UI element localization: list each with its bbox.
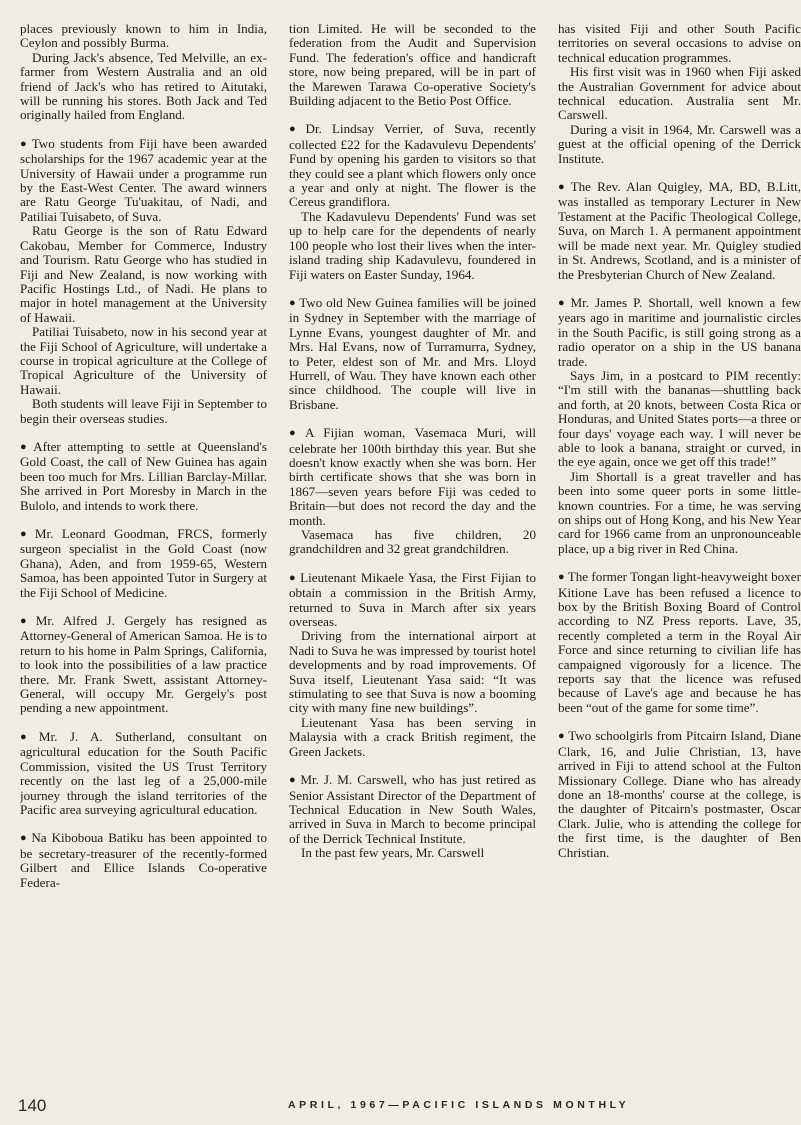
paragraph-gap xyxy=(20,817,267,831)
paragraph xyxy=(289,846,536,860)
paragraph xyxy=(558,123,801,166)
news-item xyxy=(289,426,536,528)
bullet-icon: ● xyxy=(20,528,32,540)
paragraph-text: Jim Shortall is a great traveller and has been into some queer ports in some little-known countries. For a time, he was serving on ships out of Hong Kong, and his New Year card for 1966 came from an unpronounceable place, up a big river in Red China. xyxy=(558,468,801,556)
paragraph-text: The Kadavulevu Dependents' Fund was set up to help care for the dependents of nearly 100 people who lost their lives when the inter-island trading ship Kadavulevu, foundered in Fiji waters on Easter Sunday, 1964. xyxy=(289,208,536,282)
paragraph-gap xyxy=(558,715,801,729)
paragraph xyxy=(20,397,267,426)
paragraph xyxy=(289,528,536,557)
article-column-2 xyxy=(289,22,536,1072)
paragraph-text: During a visit in 1964, Mr. Carswell was a guest at the official opening of the Derrick Institute. xyxy=(558,121,801,166)
paragraph-text: Patiliai Tuisabeto, now in his second year at the Fiji School of Agriculture, will undertake a course in tropical agriculture at the College of Tropical Agriculture of the University of Hawaii. xyxy=(20,324,267,397)
paragraph-text: Dr. Lindsay Verrier, of Suva, recently collected £22 for the Kadavulevu Dependents' Fund by opening his garden to visitors so that they could see a plant which flowers only once a year and only at night. The flower is the Cereus grandiflora. xyxy=(289,121,536,210)
paragraph xyxy=(289,716,536,759)
paragraph-text: Mr. Leonard Goodman, FRCS, formerly surgeon specialist in the Gold Coast (now Ghana), Aden, and from 1959-65, Western Samoa, has been appointed Tutor in Surgery at the Fiji School of Medicine. xyxy=(20,526,267,600)
news-item xyxy=(20,440,267,513)
bullet-icon: ● xyxy=(20,615,33,628)
news-item xyxy=(558,570,801,715)
paragraph-text: places previously known to him in India, Ceylon and possibly Burma. xyxy=(20,22,267,51)
paragraph-text: Mr. J. A. Sutherland, consultant on agricultural education for the South Pacific Commission, visited the US Trust Territory recently on the last leg of a 25,000-mile journey through the island territories of the Pacific area surveying agricultural education. xyxy=(20,728,267,817)
paragraph xyxy=(20,325,267,397)
paragraph-text: The former Tongan light-heavyweight boxer Kitione Lave has been refused a licence to box by the British Boxing Board of Control according to NZ Press reports. Lave, 35, recently completed a term in the Royal Air Force and since returning to civilian life has campaigned vigorously for a licence. The reports say that the licence was refused because of Lave's age and because he has been “out of the game for some time”. xyxy=(558,569,801,715)
paragraph-gap xyxy=(289,108,536,122)
bullet-icon: ● xyxy=(20,440,31,453)
paragraph-text: Says Jim, in a postcard to PIM recently: “I'm still with the bananas—shuttling back and forth, at 20 knots, between Costa Rica or Honduras, and United States ports—a three or four days' voyage each way. I will never be able to look a banana, straight or curved, in the eye again, once we get off this trade!” xyxy=(558,367,801,470)
running-footer: APRIL, 1967—PACIFIC ISLANDS MONTHLY xyxy=(288,1099,630,1111)
paragraph-text: Two schoolgirls from Pitcairn Island, Diane Clark, 16, and Julie Christian, 13, have arrived in Fiji to attend school at the Fulton Missionary College. Diane who has already done an 18-months' course at the college, is the daughter of Pitcairn's postmaster, Oscar Clark. Julie, who is attending the college for the first time, is the daughter of Ben Christian. xyxy=(558,728,801,860)
paragraph-text: Two old New Guinea families will be joined in Sydney in September with the marriage of Lynne Evans, youngest daughter of Mr. and Mrs. Hal Evans, now of Turramurra, Sydney, to Peter, eldest son of Mr. and Mrs. Lloyd Hurrell, of Wau. They have known each other since childhood. The couple will live in Brisbane. xyxy=(289,294,536,412)
bullet-icon: ● xyxy=(20,137,29,150)
paragraph-gap xyxy=(558,166,801,180)
paragraph-text: After attempting to settle at Queensland's Gold Coast, the call of New Guinea has again been too much for Mrs. Lillian Barclay-Millar. She arrived in Port Moresby in March in the Bulolo, and intends to work there. xyxy=(20,438,267,513)
paragraph-gap xyxy=(558,556,801,570)
paragraph-gap xyxy=(20,123,267,137)
paragraph-text: His first visit was in 1960 when Fiji asked the Australian Government for advice about technical education. Australia sent Mr. Carswell. xyxy=(558,64,801,123)
bullet-icon: ● xyxy=(20,730,36,743)
paragraph-gap xyxy=(20,600,267,614)
article-column-1 xyxy=(20,22,267,1072)
paragraph-text: Mr. Alfred J. Gergely has resigned as Attorney-General of American Samoa. He is to return to his home in Palm Springs, California, to look into the possibilities of a law practice there. Mr. Frank Swett, assistant Attorney-General, will occupy Mr. Gergely's post pending a new appointment. xyxy=(20,613,267,716)
bullet-icon: ● xyxy=(20,832,29,845)
paragraph xyxy=(558,369,801,470)
paragraph xyxy=(20,224,267,325)
news-item xyxy=(20,730,267,817)
paragraph xyxy=(289,22,536,108)
paragraph-gap xyxy=(289,557,536,571)
paragraph-text: The Rev. Alan Quigley, MA, BD, B.Litt, was installed as temporary Lecturer in New Testament at the Pacific Theological College, Suva, on March 1. A permanent appointment will be made next year. Mr. Quigley studied in St. Andrews, Scotland, and is a minister of the Presbyterian Church of New Zealand. xyxy=(558,179,801,282)
paragraph-text: In the past few years, Mr. Carswell xyxy=(301,845,485,861)
news-item xyxy=(558,180,801,282)
bullet-icon: ● xyxy=(558,571,565,584)
bullet-icon: ● xyxy=(289,427,302,440)
bullet-icon: ● xyxy=(289,123,303,136)
news-item xyxy=(20,831,267,890)
paragraph-text: Vasemaca has five children, 20 grandchildren and 32 great grandchildren. xyxy=(289,527,536,557)
bullet-icon: ● xyxy=(558,730,566,743)
news-item xyxy=(558,296,801,369)
paragraph-text: Lieutenant Yasa has been serving in Malaysia with a crack British regiment, the Green Jackets. xyxy=(289,714,536,759)
paragraph-text: tion Limited. He will be seconded to the federation from the Audit and Supervision Fund. The federation's office and handicraft store, now being prepared, will be in part of the Marewen Tarawa Co-operative Society's Building adjacent to the Betio Post Office. xyxy=(289,22,536,109)
paragraph-gap xyxy=(20,426,267,440)
news-item xyxy=(289,571,536,630)
paragraph-gap xyxy=(20,716,267,730)
paragraph-gap xyxy=(289,412,536,426)
paragraph-text: During Jack's absence, Ted Melville, an ex-farmer from Western Australia and an old friend of Jack's who has retired to Aitutaki, will be running his stores. Both Jack and Ted originally hailed from England. xyxy=(20,49,267,123)
paragraph-text: Na Kiboboua Batiku has been appointed to be secretary-treasurer of the recently-formed Gilbert and Ellice Islands Co-operative Federa- xyxy=(20,830,267,890)
paragraph-text: Mr. J. M. Carswell, who has just retired as Senior Assistant Director of the Department of Technical Education in New South Wales, arrived in Suva in March to become principal of the Derrick Technical Institute. xyxy=(289,772,536,846)
paragraph-text: Mr. James P. Shortall, well known a few years ago in maritime and journalistic circles in the South Pacific, is still going strong as a radio operator on a ship in the US banana trade. xyxy=(558,294,801,369)
news-item xyxy=(289,773,536,846)
paragraph-gap xyxy=(20,513,267,527)
paragraph-text: Lieutenant Mikaele Yasa, the First Fijian to obtain a commission in the British Army, returned to Suva in March after six years overseas. xyxy=(289,569,536,630)
bullet-icon: ● xyxy=(289,571,298,584)
paragraph xyxy=(289,629,536,715)
bullet-icon: ● xyxy=(558,181,568,194)
news-item xyxy=(20,137,267,224)
paragraph-text: Two students from Fiji have been awarded scholarships for the 1967 academic year at the University of Hawaii under a programme run by the East-West Center. The award winners are Ratu George Tu'uakitau, of Nadi, and Patiliai Tuisabeto, of Suva. xyxy=(20,135,267,224)
page-number: 140 xyxy=(18,1096,47,1115)
paragraph-gap xyxy=(558,282,801,296)
news-item xyxy=(289,296,536,412)
bullet-icon: ● xyxy=(289,774,298,787)
paragraph-text: Ratu George is the son of Ratu Edward Cakobau, Member for Commerce, Industry and Tourism. Ratu George who has studied in Fiji and New Zealand, is now working with Pacific Hostings Ltd., of Nadi. He plans to major in hotel management at the University of Hawaii. xyxy=(20,223,267,325)
paragraph xyxy=(20,22,267,51)
article-column-3 xyxy=(558,22,801,1072)
paragraph-gap xyxy=(289,282,536,296)
paragraph-text: Both students will leave Fiji in September to begin their overseas studies. xyxy=(20,396,267,426)
news-item xyxy=(20,527,267,600)
paragraph-text: has visited Fiji and other South Pacific territories on several occasions to advise on technical education programmes. xyxy=(558,22,801,65)
news-item xyxy=(558,729,801,860)
paragraph xyxy=(558,22,801,65)
news-item xyxy=(289,122,536,209)
bullet-icon: ● xyxy=(558,296,568,309)
paragraph xyxy=(20,51,267,123)
paragraph xyxy=(558,470,801,556)
paragraph-gap xyxy=(289,759,536,773)
paragraph xyxy=(558,65,801,123)
paragraph xyxy=(289,210,536,282)
bullet-icon: ● xyxy=(289,296,297,309)
paragraph-text: A Fijian woman, Vasemaca Muri, will celebrate her 100th birthday this year. But she doesn't know exactly when she was born. Her birth certificate shows that she was born in 1867—seven years before Fiji was ceded to Britain—but does not record the day and the month. xyxy=(289,425,536,528)
paragraph-text: Driving from the international airport at Nadi to Suva he was impressed by tourist hotel developments and by road improvements. Of Suva itself, Lieutenant Yasa said: “It was stimulating to see that Suva is now a booming city with many fine new buildings”. xyxy=(289,628,536,716)
news-item xyxy=(20,614,267,716)
